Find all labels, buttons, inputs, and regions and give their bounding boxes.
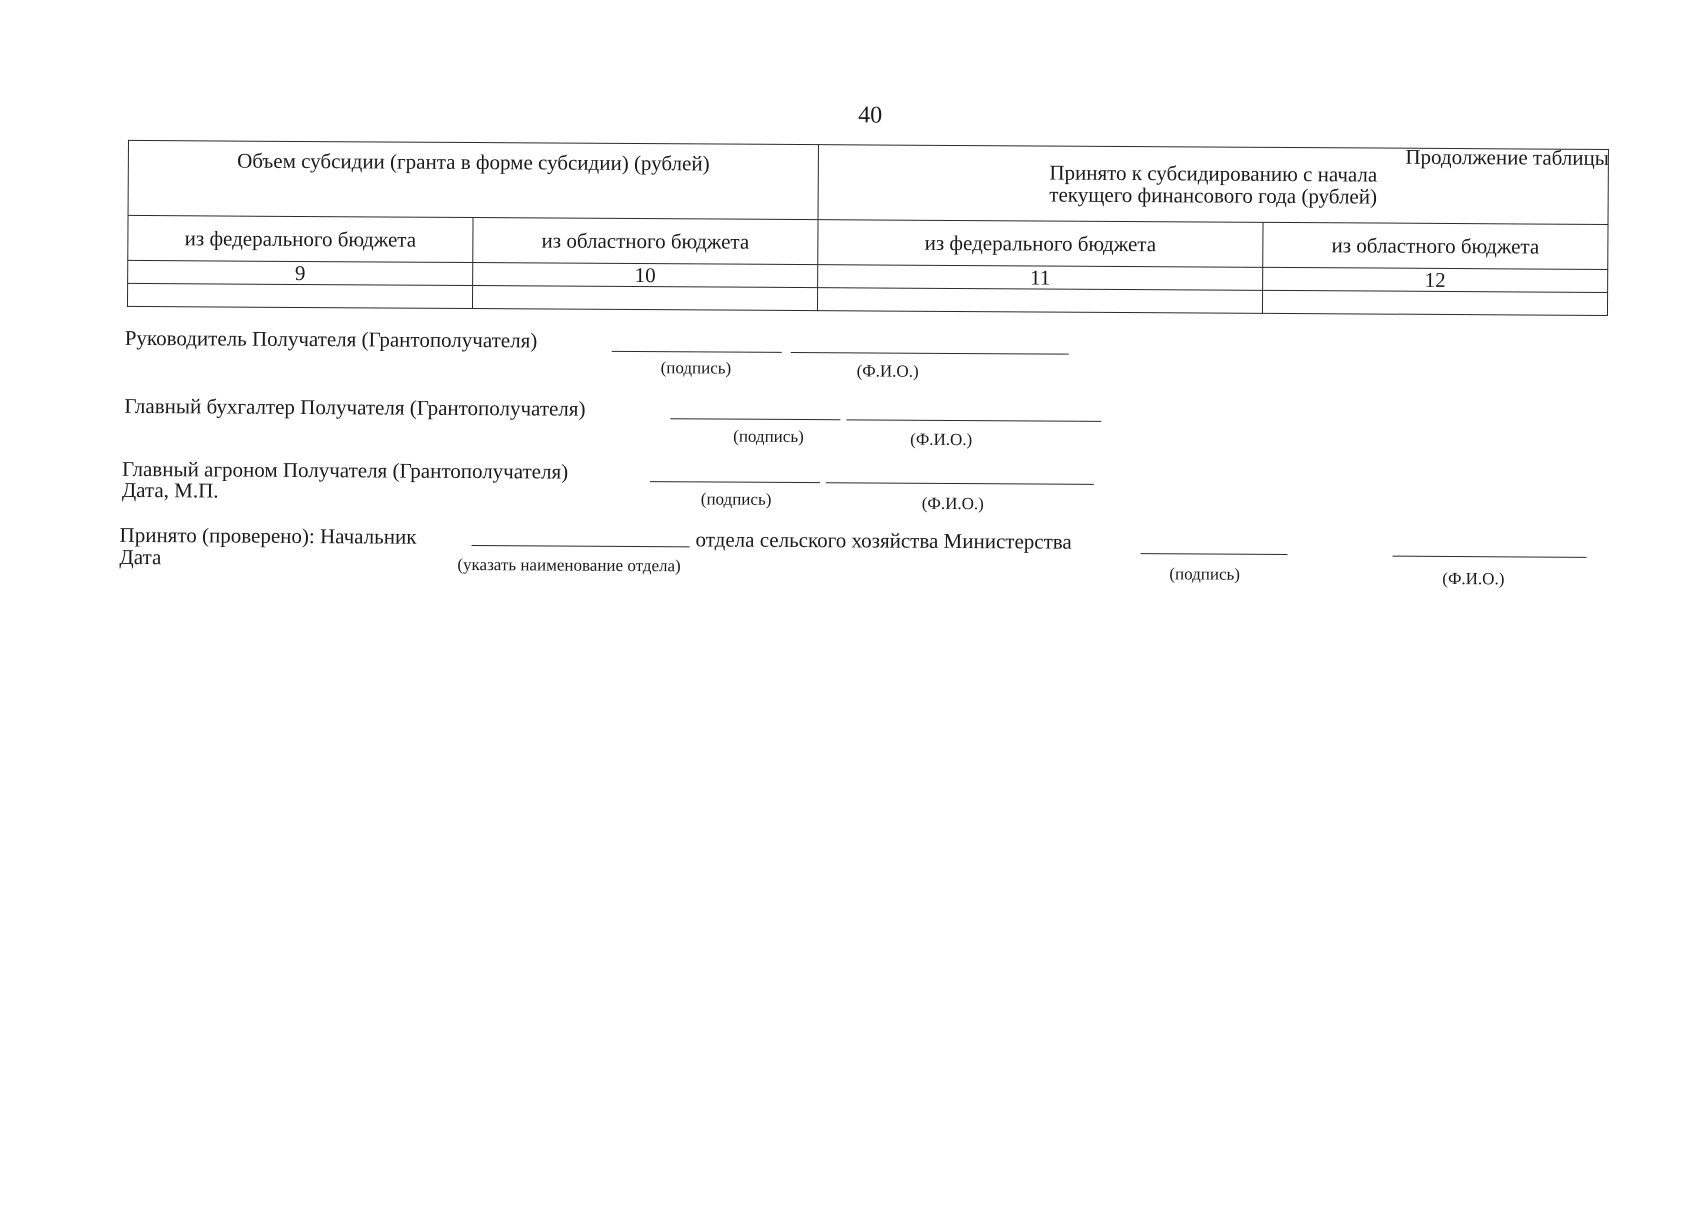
table-group-header-row	[128, 140, 1608, 224]
agronomist-signature-label: Главный агроном Получателя (Грантополучателя)	[121, 456, 569, 484]
column-header-regional-2: из областного бюджета	[1263, 222, 1608, 269]
head-signature-line[interactable]	[612, 351, 782, 353]
agronomist-name-hint: (Ф.И.О.)	[921, 493, 984, 514]
column-number-9: 9	[128, 260, 473, 285]
table-cell-empty[interactable]	[1262, 290, 1607, 315]
head-name-line[interactable]	[791, 352, 1069, 355]
agronomist-signature-line[interactable]	[650, 481, 820, 483]
accountant-name-hint: (Ф.И.О.)	[910, 429, 973, 450]
accepted-signature-line[interactable]	[1140, 553, 1287, 555]
column-header-federal-2: из федерального бюджета	[818, 220, 1263, 268]
column-number-10: 10	[473, 263, 818, 288]
accountant-name-line[interactable]	[846, 419, 1101, 422]
group-header-accepted-line2: текущего финансового года (рублей)	[1049, 182, 1378, 209]
continuation-label: Продолжение таблицы	[1405, 144, 1609, 170]
accepted-date-label: Дата	[119, 544, 162, 570]
accepted-label: Принято (проверено): Начальник	[119, 522, 417, 549]
accepted-middle-text: отдела сельского хозяйства Министерства	[695, 527, 1072, 554]
head-signature-label: Руководитель Получателя (Грантополучателя)	[124, 325, 538, 353]
head-name-hint: (Ф.И.О.)	[856, 361, 919, 381]
column-header-federal-1: из федерального бюджета	[128, 215, 473, 262]
column-number-11: 11	[818, 265, 1263, 291]
accepted-name-line[interactable]	[1392, 556, 1586, 558]
accountant-signature-label: Главный бухгалтер Получателя (Грантополучателя)	[124, 393, 586, 421]
page-number: 40	[858, 102, 883, 129]
table-cell-empty[interactable]	[127, 283, 472, 308]
agronomist-date-label: Дата, М.П.	[121, 477, 219, 503]
subsidy-table	[127, 140, 1609, 316]
group-header-accepted	[818, 145, 1608, 225]
agronomist-name-line[interactable]	[826, 482, 1094, 485]
department-name-line[interactable]	[472, 545, 690, 547]
agronomist-signature-hint: (подпись)	[700, 489, 772, 509]
group-header-accepted-line1: Принято к субсидированию с начала	[1049, 160, 1378, 187]
group-header-subsidy-volume: Объем субсидии (гранта в форме субсидии) (рублей)	[128, 140, 818, 219]
accepted-name-hint: (Ф.И.О.)	[1442, 568, 1505, 589]
accountant-signature-hint: (подпись)	[733, 426, 804, 447]
head-signature-hint: (подпись)	[660, 358, 732, 378]
accepted-signature-hint: (подпись)	[1169, 564, 1241, 584]
column-header-regional-1: из областного бюджета	[473, 218, 818, 265]
column-number-12: 12	[1263, 267, 1608, 292]
table-cell-empty[interactable]	[472, 286, 817, 311]
accountant-signature-line[interactable]	[670, 418, 840, 420]
department-name-hint: (указать наименование отдела)	[457, 554, 681, 576]
table-cell-empty[interactable]	[817, 288, 1262, 314]
